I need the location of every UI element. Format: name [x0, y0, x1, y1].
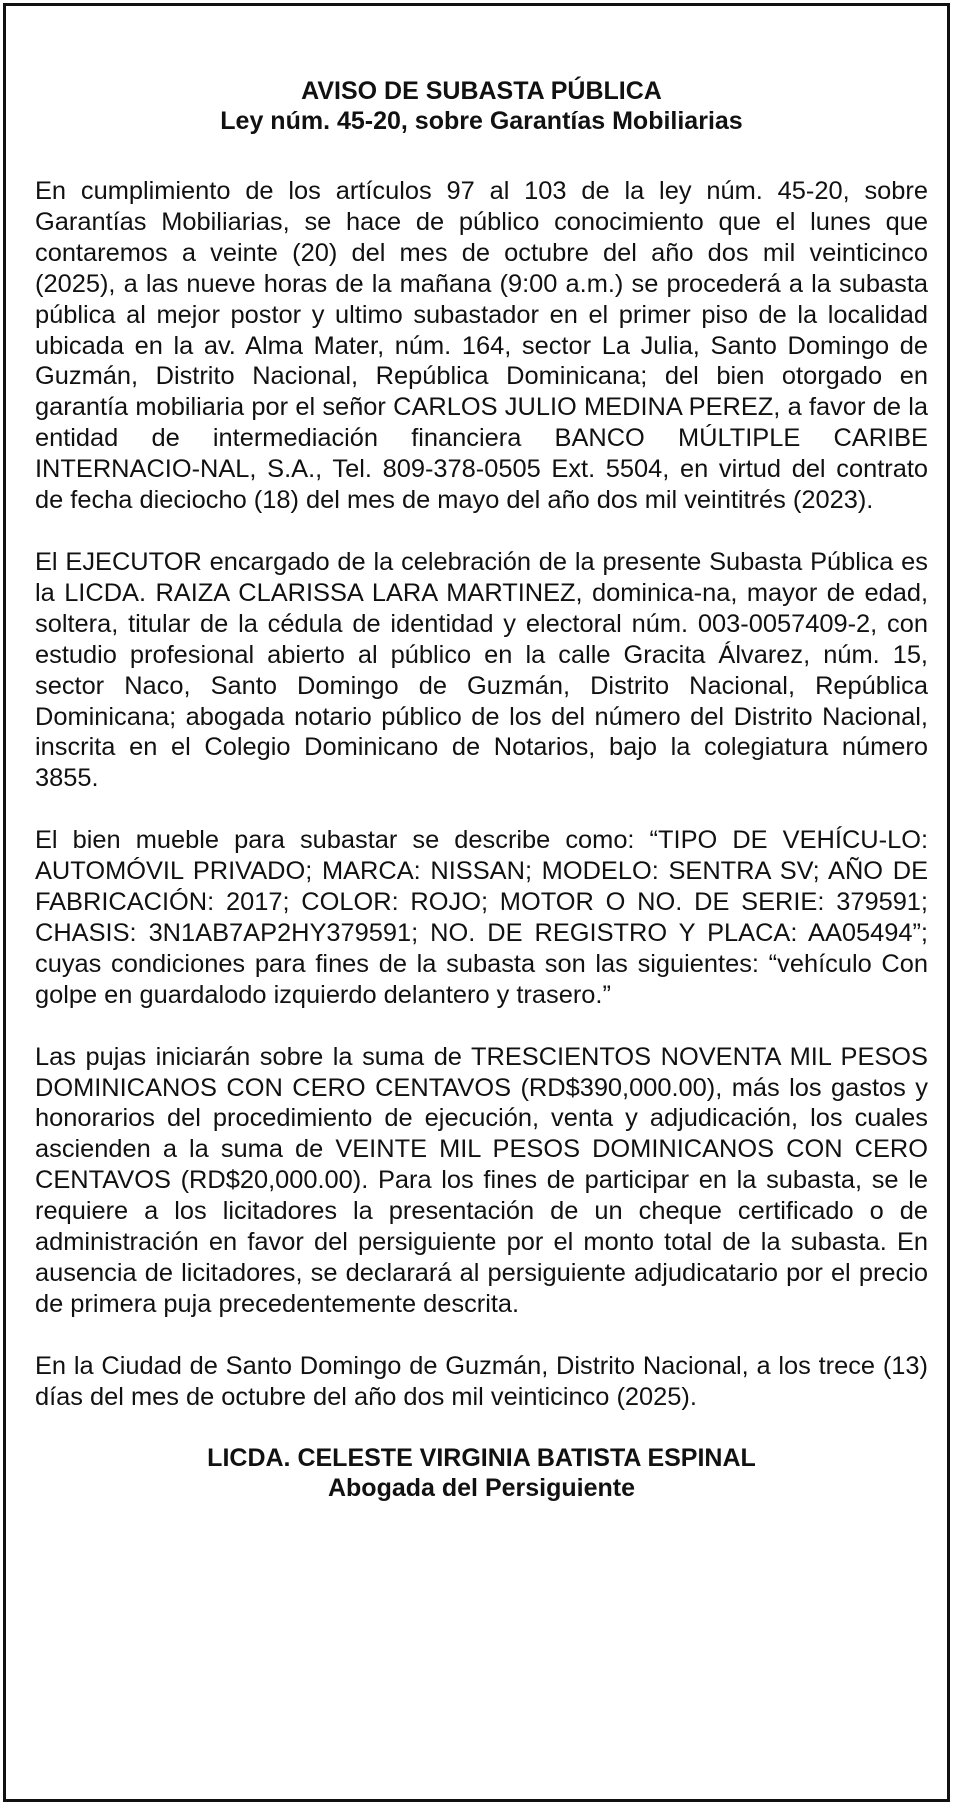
paragraph-vehicle-description: El bien mueble para subastar se describe como: “TIPO DE VEHÍCU-LO: AUTOMÓVIL PRIVADO; MARCA: NISSAN; MODELO: SENTRA SV; AÑO DE FABRICACIÓN: 2017; COLOR: ROJO; MOTOR O NO. DE SERIE: 379591; CHASIS: 3N1AB7AP2HY379591; NO. DE REGISTRO Y PLACA: AA05494”; cuyas condiciones para fines de la subasta son las siguientes: “vehículo Con golpe en guardalodo izquierdo delantero y trasero.” [35, 826, 928, 1009]
notice-title: AVISO DE SUBASTA PÚBLICA [301, 77, 662, 105]
signature-block [35, 1443, 928, 1503]
signature-role: Abogada del Persiguiente [327, 1473, 635, 1502]
notice-content [35, 76, 928, 1503]
paragraph-auction-announcement: En cumplimiento de los artículos 97 al 103 de la ley núm. 45-20, sobre Garantías Mobiliarias, se hace de público conocimiento que el lunes que contaremos a veinte (20) del mes de octubre del año dos mil veinticinco (2025), a las nueve horas de la mañana (9:00 a.m.) se procederá a la subasta pública al mejor postor y ultimo subastador en el primer piso de la localidad ubicada en la av. Alma Mater, núm. 164, sector La Julia, Santo Domingo de Guzmán, Distrito Nacional, República Dominicana; del bien otorgado en garantía mobiliaria por el señor CARLOS JULIO MEDINA PEREZ, a favor de la entidad de intermediación financiera BANCO MÚLTIPLE CARIBE INTERNACIO-NAL, S.A., Tel. 809-378-0505 Ext. 5504, en virtud del contrato de fecha dieciocho (18) del mes de mayo del año dos mil veintitrés (2023). [35, 177, 928, 515]
public-auction-notice [3, 3, 950, 1802]
notice-subtitle: Ley núm. 45-20, sobre Garantías Mobiliarias [220, 107, 743, 135]
signature-name: LICDA. CELESTE VIRGINIA BATISTA ESPINAL [207, 1443, 756, 1472]
paragraph-bidding-terms: Las pujas iniciarán sobre la suma de TRESCIENTOS NOVENTA MIL PESOS DOMINICANOS CON CERO CENTAVOS (RD$390,000.00), más los gastos y honorarios del procedimiento de ejecución, venta y adjudicación, los cuales ascienden a la suma de VEINTE MIL PESOS DOMINICANOS CON CERO CENTAVOS (RD$20,000.00). Para los fines de participar en la subasta, se le requiere a los licitadores la presentación de un cheque certificado o de administración en favor del persiguiente por el monto total de la subasta. En ausencia de licitadores, se declarará al persiguiente adjudicatario por el precio de primera puja precedentemente descrita. [35, 1042, 928, 1318]
paragraph-executor: El EJECUTOR encargado de la celebración de la presente Subasta Pública es la LICDA. RAIZA CLARISSA LARA MARTINEZ, dominica-na, mayor de edad, soltera, titular de la cédula de identidad y electoral núm. 003-0057409-2, con estudio profesional abierto al público en la calle Gracita Álvarez, núm. 15, sector Naco, Santo Domingo de Guzmán, Distrito Nacional, República Dominicana; abogada notario público de los del número del Distrito Nacional, inscrita en el Colegio Dominicano de Notarios, bajo la colegiatura número 3855. [35, 547, 928, 793]
paragraph-place-and-date: En la Ciudad de Santo Domingo de Guzmán, Distrito Nacional, a los trece (13) días del mes de octubre del año dos mil veinticinco (2025). [35, 1351, 928, 1411]
